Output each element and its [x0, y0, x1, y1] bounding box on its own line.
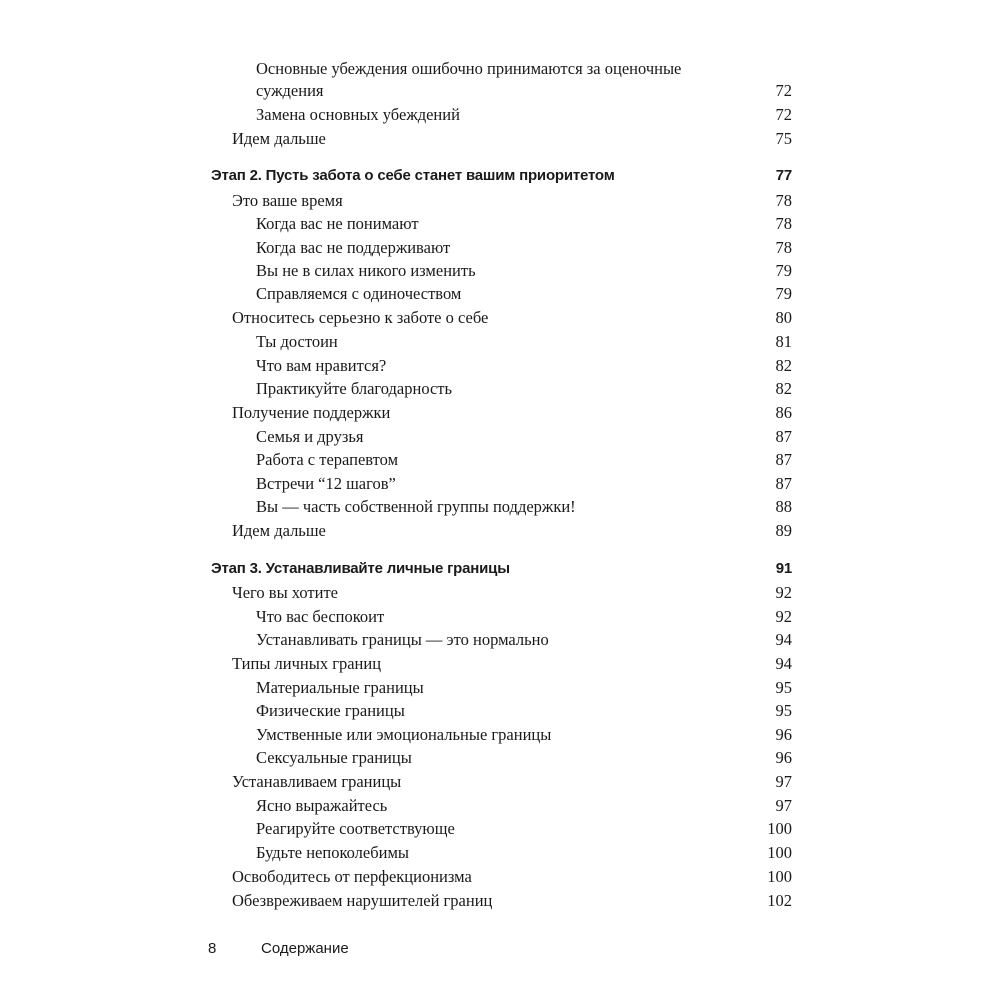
toc-stage-title: Этап 3. Устанавливайте личные границы	[211, 560, 510, 577]
toc-page-number: 82	[775, 379, 792, 398]
toc-entry-label: Семья и друзья	[256, 427, 364, 446]
toc-entry-label: Физические границы	[256, 701, 405, 720]
toc-page-number: 97	[775, 796, 792, 815]
toc-entry-label: Материальные границы	[256, 678, 424, 697]
toc-entry-label: Освободитесь от перфекционизма	[232, 867, 472, 886]
toc-entry-label: Когда вас не поддерживают	[256, 238, 451, 257]
toc-page-number: 97	[775, 772, 792, 791]
toc-page-number: 96	[775, 748, 792, 767]
footer-section-title: Содержание	[261, 940, 349, 957]
toc-page-number: 75	[775, 129, 792, 148]
toc-page-number: 82	[775, 356, 792, 375]
toc-entry-label: Получение поддержки	[232, 403, 391, 422]
toc-page-number: 91	[775, 560, 792, 577]
toc-entry-label: Устанавливаем границы	[232, 772, 402, 791]
toc-page-number: 100	[767, 867, 792, 886]
toc-page-number: 87	[775, 450, 792, 469]
toc-page-number: 102	[767, 891, 792, 910]
toc-entry-label: Вы не в силах никого изменить	[256, 261, 476, 280]
toc-entry-label: Идем дальше	[232, 521, 326, 540]
toc-entry-label: Типы личных границ	[232, 654, 382, 673]
toc-stage-title: Этап 2. Пусть забота о себе станет вашим приоритетом	[211, 167, 615, 184]
toc-page-number: 100	[767, 843, 792, 862]
toc-page-number: 80	[775, 308, 792, 327]
toc-entry-label: Умственные или эмоциональные границы	[256, 725, 552, 744]
toc-entry-label: Основные убеждения ошибочно принимаются за оценочные	[256, 59, 682, 78]
toc-page-number: 86	[775, 403, 792, 422]
toc-entry-label: Замена основных убеждений	[256, 105, 460, 124]
toc-entry-label: Будьте непоколебимы	[256, 843, 409, 862]
toc-entry-label: Это ваше время	[232, 191, 343, 210]
toc-entry-label: Обезвреживаем нарушителей границ	[232, 891, 493, 910]
toc-page-number: 79	[775, 284, 792, 303]
toc-entry-label: Справляемся с одиночеством	[256, 284, 462, 303]
toc-page-number: 78	[775, 238, 792, 257]
toc-page-number: 72	[775, 105, 792, 124]
toc-page-number: 95	[775, 678, 792, 697]
toc-page-number: 92	[775, 583, 792, 602]
toc-entry-label: Когда вас не понимают	[256, 214, 419, 233]
toc-entry-label: Сексуальные границы	[256, 748, 412, 767]
toc-page-number: 77	[775, 167, 792, 184]
toc-page-number: 94	[775, 630, 792, 649]
toc-entry-label-continuation: суждения	[256, 81, 324, 100]
toc-page-number: 94	[775, 654, 792, 673]
toc-page-number: 87	[775, 474, 792, 493]
toc-page-number: 79	[775, 261, 792, 280]
toc-page-number: 100	[767, 819, 792, 838]
toc-entry-label: Чего вы хотите	[232, 583, 339, 602]
toc-entry-label: Практикуйте благодарность	[256, 379, 453, 398]
toc-entry-label: Ты достоин	[256, 332, 338, 351]
toc-page-number: 96	[775, 725, 792, 744]
toc-page-number: 72	[775, 81, 792, 100]
toc-entry-label: Вы — часть собственной группы поддержки!	[256, 497, 576, 516]
toc-page-number: 78	[775, 191, 792, 210]
toc-page-number: 88	[775, 497, 792, 516]
toc-entry-label: Устанавливать границы — это нормально	[256, 630, 549, 649]
toc-page-number: 78	[775, 214, 792, 233]
toc-entry-label: Работа с терапевтом	[256, 450, 399, 469]
toc-entry-label: Что вам нравится?	[256, 356, 387, 375]
toc-page-number: 81	[775, 332, 792, 351]
toc-entry-label: Встречи “12 шагов”	[256, 474, 396, 493]
toc-entry-label: Ясно выражайтесь	[256, 796, 388, 815]
toc-page-number: 92	[775, 607, 792, 626]
toc-page-number: 87	[775, 427, 792, 446]
toc-page-number: 95	[775, 701, 792, 720]
footer-page-number: 8	[208, 940, 217, 957]
toc-page-number: 89	[775, 521, 792, 540]
toc-entry-label: Относитесь серьезно к заботе о себе	[232, 308, 489, 327]
toc-entry-label: Что вас беспокоит	[256, 607, 385, 626]
toc-entry-label: Идем дальше	[232, 129, 326, 148]
toc-entry-label: Реагируйте соответствующе	[256, 819, 455, 838]
